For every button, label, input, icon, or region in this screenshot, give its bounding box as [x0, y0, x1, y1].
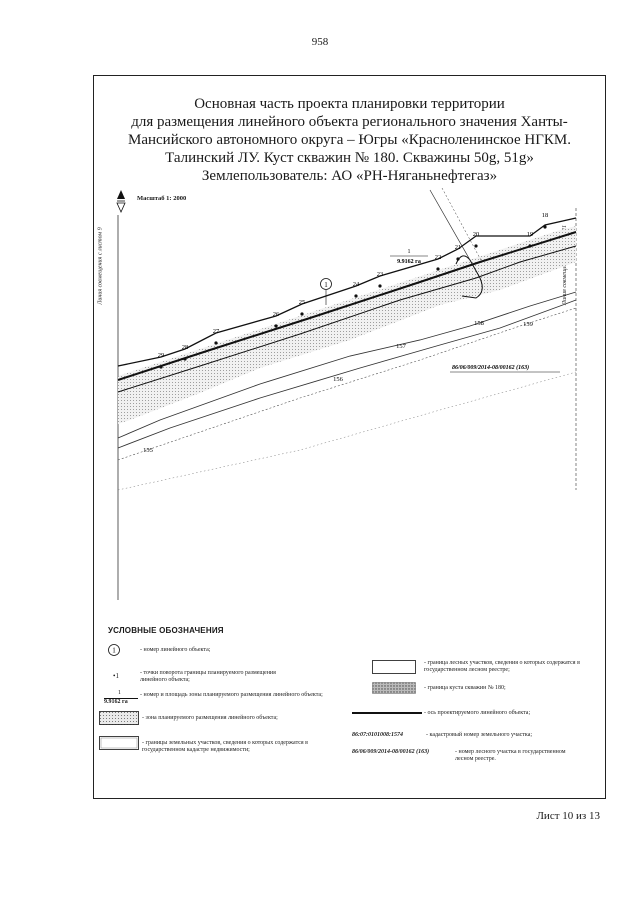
turn-point-label: 27: [212, 328, 220, 335]
legend-symbol-turn-point: •1: [113, 672, 119, 680]
legend-text: - зона планируемого размещения линейного объекта;: [142, 715, 278, 721]
turn-point-label: 18: [541, 212, 549, 219]
page-number: 958: [311, 36, 329, 48]
scale-label: Масштаб 1: 2000: [137, 195, 187, 202]
turn-point-marker: [378, 284, 381, 287]
turn-point-marker: [456, 257, 459, 260]
boundary-mark-label: 159: [523, 321, 533, 328]
legend-symbol-land-parcel: [99, 736, 139, 750]
turn-point-marker: [274, 324, 277, 327]
legend-text: - кадастровый номер земельного участка;: [426, 732, 533, 738]
legend-text: - границы земельных участков, сведения о которых содержатся в государственном кадастре недвижимости;: [142, 740, 309, 753]
legend-symbol-zone: [99, 711, 139, 725]
turn-point-label: 22: [434, 254, 442, 261]
legend-text: - граница лесных участков, сведения о которых содержатся в государственном лесном реестре;: [424, 660, 580, 673]
legend-code-cadastral: 86:07:0101008:1574: [352, 732, 403, 738]
turn-point-marker: [214, 341, 217, 344]
boundary-mark-label: 156: [333, 376, 343, 383]
boundary-mark-label: 155: [143, 447, 153, 454]
legend-symbol-well-pad: [372, 682, 416, 694]
turn-point-marker: [159, 365, 162, 368]
legend-symbol-zone-num: 1: [118, 690, 121, 696]
boundary-mark-label: 158: [474, 320, 484, 327]
legend-text: - номер лесного участка в государственном лесном реестре.: [455, 749, 566, 762]
turn-point-marker: [528, 244, 531, 247]
legend-code-forest: 86/06/009/2014-08/00162 (163): [352, 749, 430, 755]
title-line: Талинский ЛУ. Куст скважин № 180. Скважины 50g, 51g»: [165, 150, 534, 166]
turn-point-label: 24: [352, 281, 360, 288]
turn-point-marker: [354, 294, 357, 297]
pipeline: [430, 190, 470, 260]
legend-text: - номер и площадь зоны планируемого размещения линейного объекта;: [140, 692, 323, 698]
zone-area: 9.9162 га: [397, 259, 421, 265]
object-axis: [118, 232, 576, 380]
title-line: Основная часть проекта планировки территории: [194, 96, 505, 112]
pipeline: [442, 188, 482, 262]
turn-point-label: 23: [376, 271, 384, 278]
forest-parcel-label: 86/06/009/2014-08/00162 (163): [452, 365, 530, 371]
boundary-mark-label: 157: [396, 343, 406, 350]
legend-title: УСЛОВНЫЕ ОБОЗНАЧЕНИЯ: [108, 626, 224, 635]
turn-point-marker: [543, 225, 546, 228]
title-line: Землепользователь: АО «РН-Няганьнефтегаз»: [201, 168, 498, 184]
svg-text:1: 1: [112, 646, 116, 655]
object-number: 1: [324, 281, 328, 289]
turn-point-label: 21: [454, 244, 462, 251]
turn-point-label: 28: [181, 344, 189, 351]
sheet-label: Лист 10 из 13: [536, 810, 600, 822]
legend-text: - номер линейного объекта;: [140, 647, 211, 653]
turn-point-label: 26: [272, 311, 280, 318]
legend-symbol-zone-area: 9.9162 га: [104, 699, 128, 705]
title-line: Мансийского автономного округа – Югры «Красноленинское НГКМ.: [127, 132, 571, 148]
turn-point-marker: [436, 267, 439, 270]
turn-point-marker: [474, 244, 477, 247]
turn-point-label: 25: [298, 299, 306, 306]
legend-text: - точки поворота границы планируемого размещения линейного объекта;: [140, 670, 276, 683]
legend-text: - граница куста скважин № 180;: [424, 685, 506, 691]
legend-text: - ось проектируемого линейного объекта;: [424, 710, 531, 716]
turn-point-label: 19: [526, 231, 534, 238]
legend-symbol-forest-parcel: [372, 660, 416, 674]
turn-point-marker: [183, 357, 186, 360]
turn-point-marker: [300, 312, 303, 315]
turn-point-label: 29: [157, 352, 165, 359]
title-line: для размещения линейного объекта регионального значения Ханты-: [131, 114, 568, 130]
legend-symbol-object-number: [107, 643, 121, 657]
side-label-left: Линия совмещения с листом 9: [97, 227, 104, 305]
zone-number: 1: [407, 249, 411, 255]
legend-symbol-axis: [352, 710, 422, 716]
turn-point-label: 20: [472, 231, 480, 238]
